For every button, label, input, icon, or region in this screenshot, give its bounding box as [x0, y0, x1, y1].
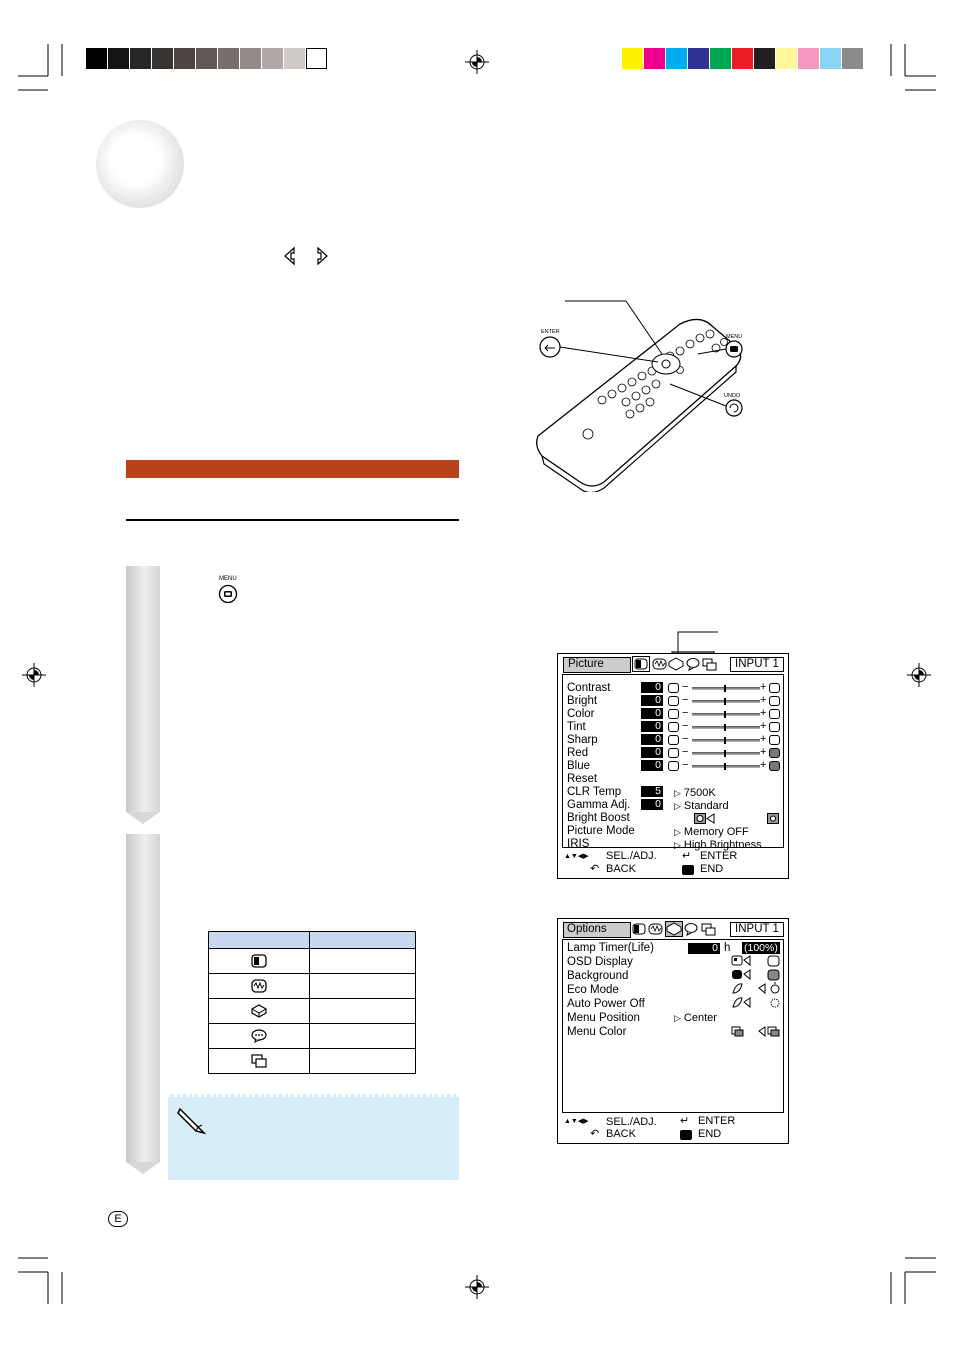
bright-boost-icons	[694, 813, 784, 825]
plus-sign: +	[760, 694, 767, 706]
adjust-min-icon	[668, 696, 679, 706]
enter-icon: ↵	[680, 1115, 690, 1127]
nav-arrows-icon: ▲▼◀▶	[564, 1118, 589, 1125]
language-menu-icon	[251, 1029, 267, 1043]
minus-sign: −	[682, 759, 689, 771]
table-row	[209, 1049, 416, 1074]
adjust-min-icon	[668, 735, 679, 745]
page-letter-badge	[108, 1211, 128, 1227]
end-icon	[680, 1130, 692, 1140]
plus-sign: +	[760, 733, 767, 745]
input-indicator: INPUT 1	[730, 922, 784, 937]
minus-sign: −	[682, 694, 689, 706]
iris-setting: ▷ High Brightness	[674, 839, 762, 851]
adjust-slider[interactable]	[692, 765, 760, 768]
adjust-slider[interactable]	[692, 726, 760, 729]
page-letter: E	[114, 1213, 122, 1225]
minus-sign: −	[682, 720, 689, 732]
options-setting-icons	[730, 955, 786, 1039]
menu-button-icon	[218, 584, 238, 604]
options-item-row[interactable]: Background	[567, 970, 629, 982]
section-divider	[126, 519, 459, 521]
menu-icon-tabs[interactable]	[632, 656, 722, 672]
gray-swatch	[218, 48, 239, 69]
options-footer: ▲▼◀▶ SEL./ADJ. ↵ ENTER ↶ BACK END	[564, 1115, 736, 1140]
picture-item-row[interactable]: Blue 0 − +	[558, 760, 788, 773]
options-item-row[interactable]: Eco Mode	[567, 984, 619, 996]
plus-sign: +	[760, 759, 767, 771]
adjust-slider[interactable]	[692, 700, 760, 703]
gamma-setting: ▷ Standard	[674, 800, 729, 812]
picture-item-row[interactable]: Red 0 − +	[558, 747, 788, 760]
step-2-sidebar	[126, 834, 160, 1162]
input-indicator: INPUT 1	[730, 657, 784, 672]
color-swatch	[688, 48, 709, 69]
adjust-slider[interactable]	[692, 739, 760, 742]
adjust-max-icon	[769, 709, 780, 719]
gray-swatch	[130, 48, 151, 69]
note-box	[168, 1094, 459, 1180]
color-swatch	[622, 48, 643, 69]
adjust-max-icon	[769, 748, 780, 758]
gray-swatch	[108, 48, 129, 69]
table-row	[209, 999, 416, 1024]
minus-sign: −	[682, 707, 689, 719]
lamp-timer-row: Lamp Timer(Life) 0 h (100%)	[567, 942, 778, 954]
options-item-row[interactable]: Auto Power Off	[567, 998, 645, 1010]
back-icon: ↶	[590, 1128, 600, 1140]
gray-swatch	[174, 48, 195, 69]
gray-swatch	[306, 48, 327, 69]
picture-menu-screen: Picture INPUT 1 Contrast 0 − + Bright 0 − + Color 0 − + Tint 0 − + Sharp 0 − + Red 0 − + Blue 0 − + Reset CLR Temp 5 ▷ 7500K Gamma Adj. 0 ▷ Standard Bright Boost Picture Mode ▷ Memory OFF IRIS ▷ High Brightness ▲▼◀▶ SEL./ADJ. ↵ ENTER ↶ BACK END	[557, 653, 789, 879]
signal-adjust-menu-icon	[251, 979, 267, 993]
picture-mode-row[interactable]: Picture Mode ▷ Memory OFF	[567, 825, 749, 838]
table-row	[209, 949, 416, 974]
menu-button-label: MENU	[219, 576, 237, 582]
menu-position-setting: ▷ Center	[674, 1012, 717, 1024]
iris-row[interactable]: IRIS ▷ High Brightness	[567, 838, 762, 851]
adjust-min-icon	[668, 761, 679, 771]
adjust-max-icon	[769, 683, 780, 693]
minus-sign: −	[682, 681, 689, 693]
table-row	[209, 1024, 416, 1049]
picture-item-row[interactable]: Tint 0 − +	[558, 721, 788, 734]
enter-icon: ↵	[682, 850, 692, 862]
color-swatch	[710, 48, 731, 69]
color-swatch	[754, 48, 775, 69]
picture-item-row[interactable]: Color 0 − +	[558, 708, 788, 721]
adjust-slider[interactable]	[692, 687, 760, 690]
nav-arrows-icon: ▲▼◀▶	[564, 853, 589, 860]
options-tab[interactable]: Options	[563, 922, 631, 938]
color-swatch	[666, 48, 687, 69]
picture-item-row[interactable]: Sharp 0 − +	[558, 734, 788, 747]
adjust-slider[interactable]	[692, 752, 760, 755]
minus-sign: −	[682, 746, 689, 758]
plus-sign: +	[760, 707, 767, 719]
adjust-slider[interactable]	[692, 713, 760, 716]
picture-menu-icon	[251, 954, 267, 968]
picture-mode-setting: ▷ Memory OFF	[674, 826, 749, 838]
gray-swatch	[262, 48, 283, 69]
options-menu-screen	[557, 918, 789, 1144]
note-pencil-icon	[176, 1105, 210, 1135]
picture-item-row[interactable]: Bright 0 − +	[558, 695, 788, 708]
section-header-bar	[126, 460, 459, 478]
gray-swatch	[240, 48, 261, 69]
table-row	[209, 974, 416, 999]
clr-temp-row[interactable]: CLR Temp 5 ▷ 7500K	[567, 785, 716, 799]
plus-sign: +	[760, 720, 767, 732]
adjust-max-icon	[769, 696, 780, 706]
gamma-row[interactable]: Gamma Adj. 0 ▷ Standard	[567, 798, 729, 812]
color-swatch	[732, 48, 753, 69]
remote-undo-label: UNDO	[724, 393, 741, 399]
gray-swatch	[284, 48, 305, 69]
left-right-arrow-icons	[281, 246, 333, 266]
adjust-min-icon	[668, 748, 679, 758]
color-swatch	[798, 48, 819, 69]
color-swatch	[842, 48, 863, 69]
bright-boost-row[interactable]: Bright Boost	[558, 812, 788, 825]
picture-footer: ▲▼◀▶ SEL./ADJ. ↵ ENTER ↶ BACK END	[564, 850, 738, 875]
table-header-cell	[310, 932, 416, 949]
end-icon	[682, 865, 694, 875]
adjust-max-icon	[769, 761, 780, 771]
adjust-min-icon	[668, 683, 679, 693]
remote-enter-label: ENTER	[541, 329, 560, 335]
back-icon: ↶	[590, 863, 600, 875]
status-menu-icon	[251, 1054, 267, 1068]
plus-sign: +	[760, 746, 767, 758]
clr-temp-setting: ▷ 7500K	[674, 787, 716, 799]
picture-item-row[interactable]: Contrast 0 − +	[558, 682, 788, 695]
table-header-cell	[209, 932, 310, 949]
options-item-row[interactable]: Menu Position	[567, 1012, 640, 1024]
color-swatch	[820, 48, 841, 69]
adjust-min-icon	[668, 722, 679, 732]
gray-swatch	[196, 48, 217, 69]
plus-sign: +	[760, 681, 767, 693]
adjust-max-icon	[769, 735, 780, 745]
menu-icon-tabs[interactable]	[632, 921, 722, 937]
color-swatch	[776, 48, 797, 69]
options-item-row[interactable]: OSD Display	[567, 956, 633, 968]
color-swatch	[644, 48, 665, 69]
adjust-max-icon	[769, 722, 780, 732]
gray-swatch	[86, 48, 107, 69]
picture-tab[interactable]: Picture	[563, 657, 631, 673]
menu-icon-table	[208, 931, 416, 1074]
adjust-min-icon	[668, 709, 679, 719]
gray-swatch	[152, 48, 173, 69]
remote-menu-label: MENU	[726, 334, 743, 340]
options-menu-icon	[251, 1004, 267, 1018]
chapter-circle	[96, 120, 184, 208]
options-item-row[interactable]: Menu Color	[567, 1026, 627, 1038]
step-1-sidebar	[126, 566, 160, 812]
minus-sign: −	[682, 733, 689, 745]
